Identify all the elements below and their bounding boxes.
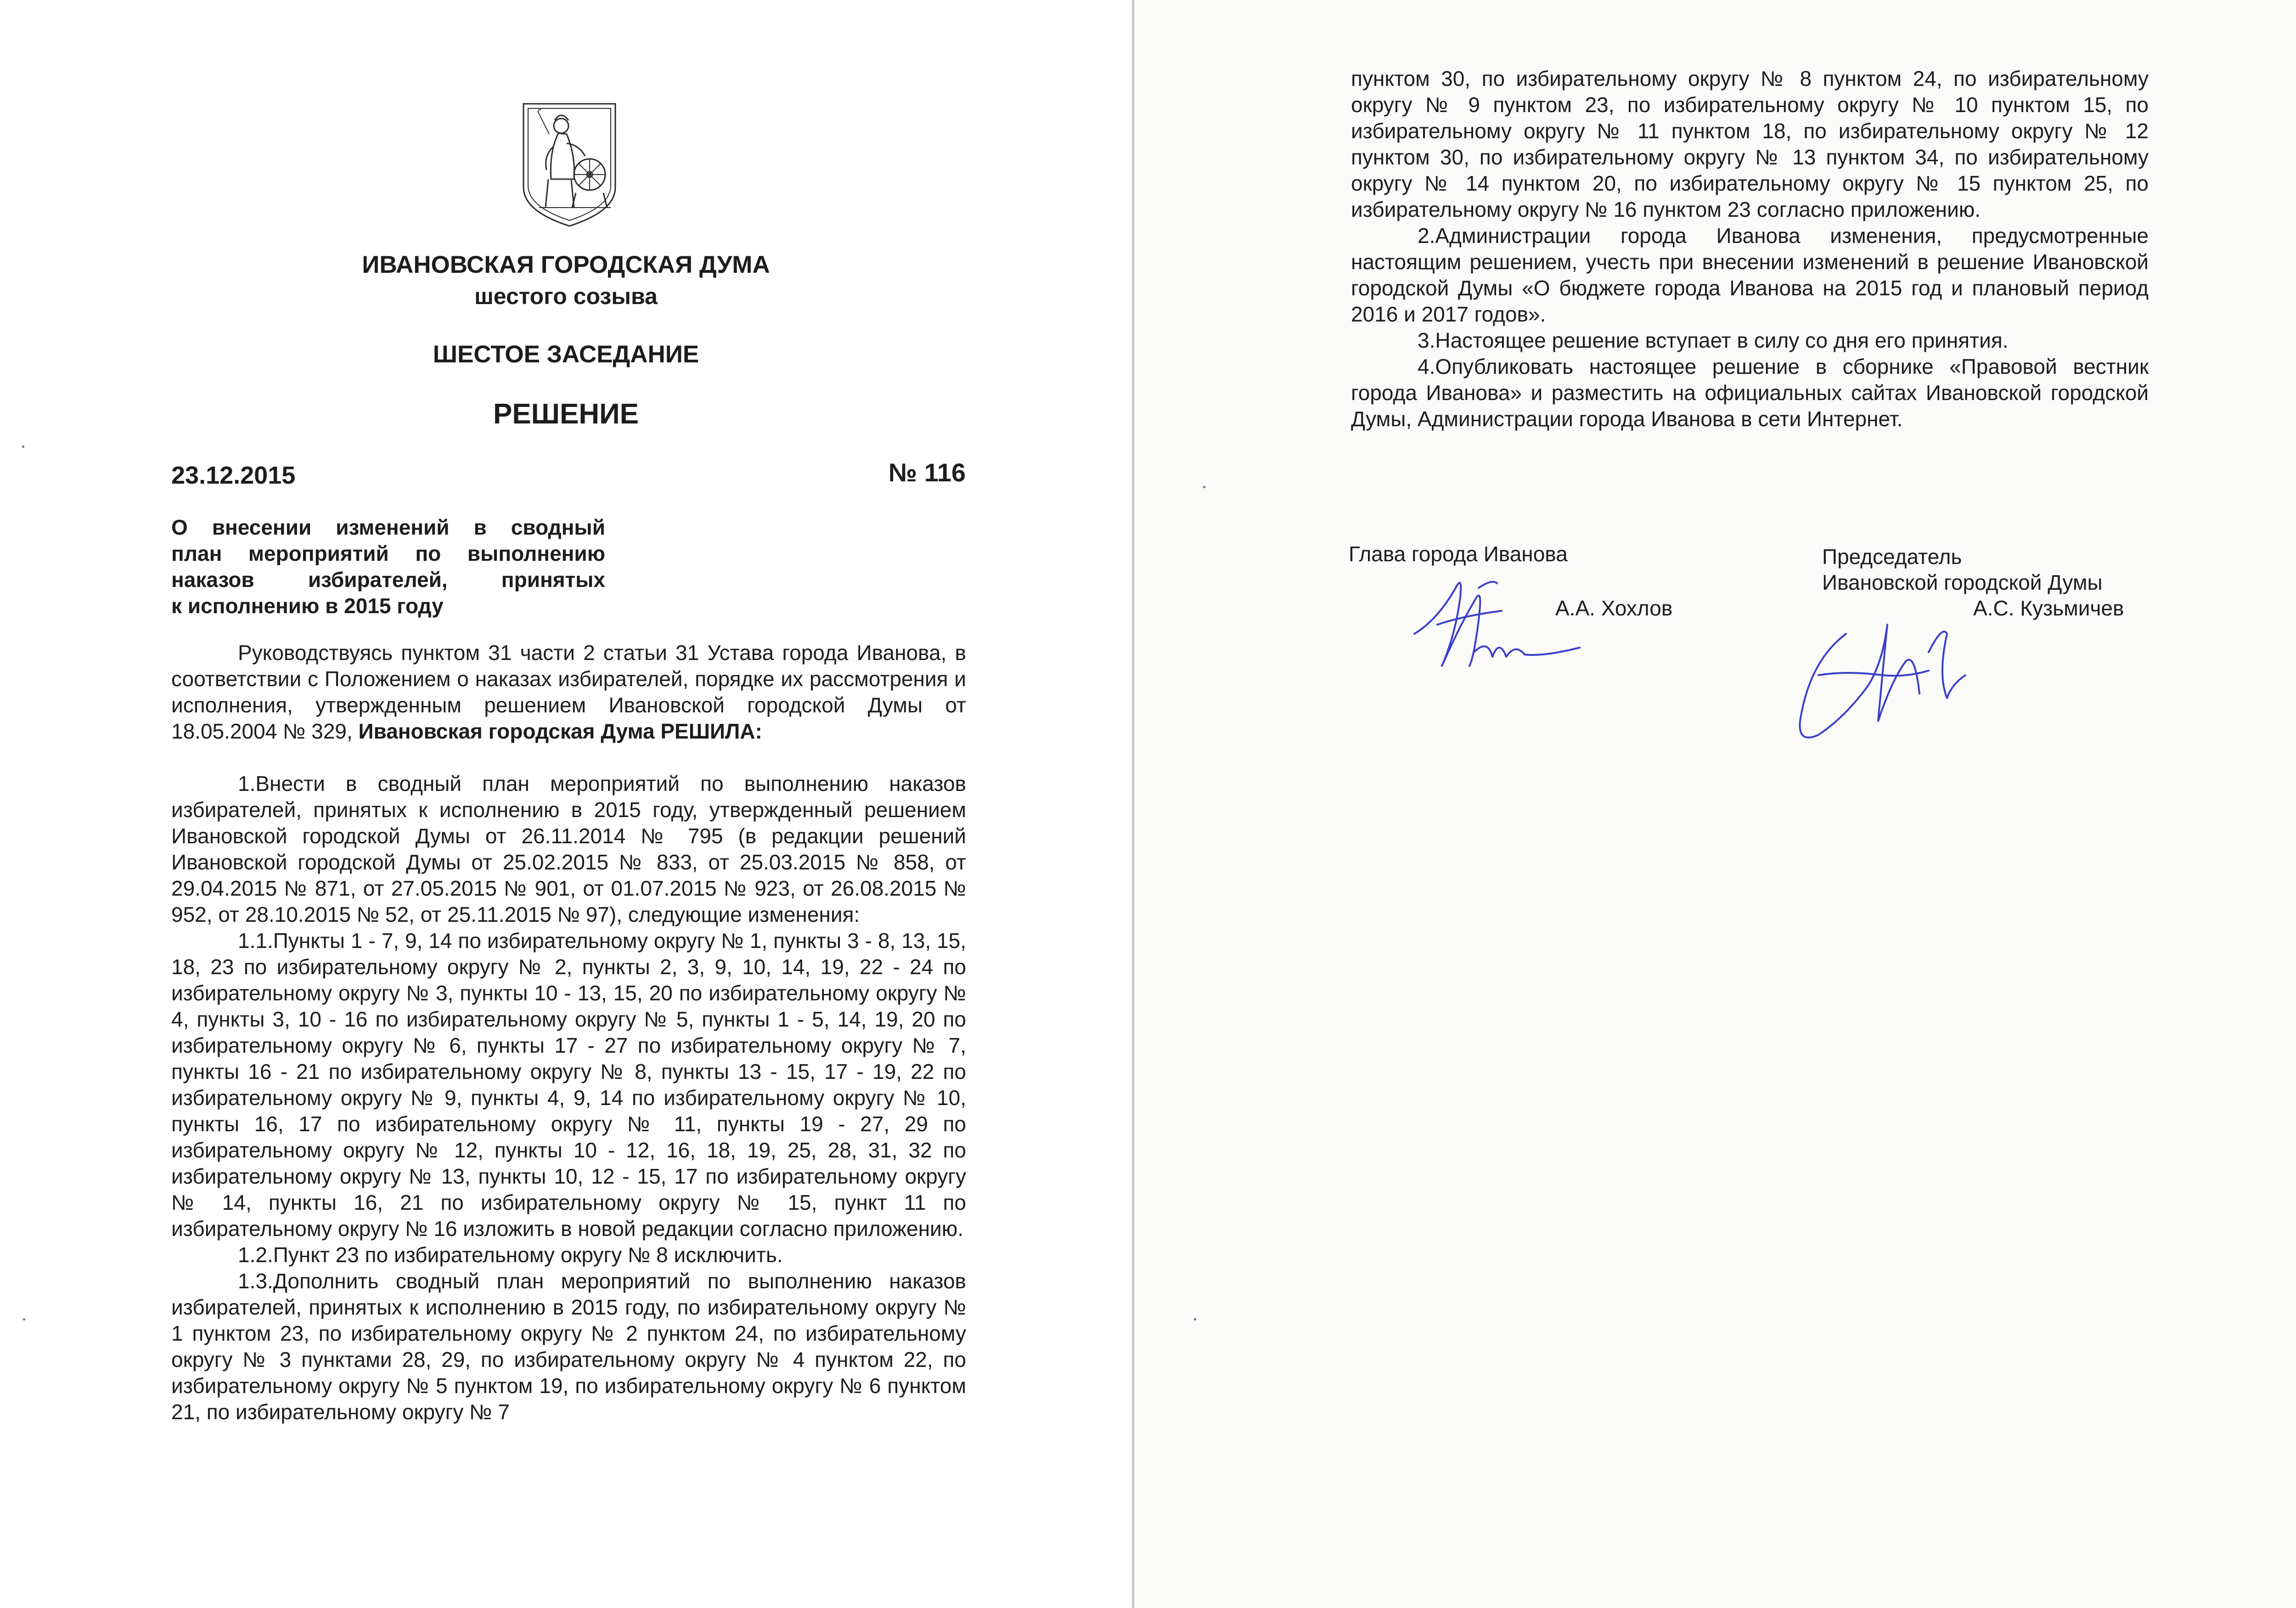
signer-right-title: Председатель [1822, 545, 1962, 569]
preamble-text: Руководствуясь пунктом 31 части 2 статьи 31 Устава города Иванова, в соответствии с Положением о наказах избирателей, порядке их рассмотрения и исполнения, утвержденным решением Ивановской городской Думы от 18.05.2004 № 329, [171, 641, 966, 743]
preamble-resolved: Ивановская городская Дума РЕШИЛА: [358, 719, 762, 743]
coat-of-arms-icon [521, 101, 618, 230]
signer-right-name: А.С. Кузьмичев [1973, 596, 2124, 620]
subject-block [171, 514, 605, 619]
page-left [0, 0, 1132, 1608]
item-1-3-start: 1.3.Дополнить сводный план мероприятий по выполнению наказов избирателей, принятых к исполнению в 2015 году, по избирательному округу № 1 пунктом 23, по избирательному округу № 2 пунктом 24, по избирательному округу № 3 пунктами 28, 29, по избирательному округу № 4 пунктом 22, по избирательному округу № 5 пунктом 19, по избирательному округу № 6 пунктом 21, по избирательному округу № 7 [171, 1269, 966, 1424]
item-3: 3.Настоящее решение вступает в силу со дня его принятия. [1418, 328, 2009, 352]
item-1-1: 1.1.Пункты 1 - 7, 9, 14 по избирательному округу № 1, пункты 3 - 8, 13, 15, 18, 23 по избирательному округу № 2, пункты 2, 3, 9, 10, 14, 19, 22 - 24 по избирательному округу № 3, пункты 10 - 13, 15, 20 по избирательному округу № 4, пункты 3, 10 - 16 по избирательному округу № 5, пункты 1 - 5, 14, 19, 20 по избирательному округу № 6, пункты 17 - 27 по избирательному округу № 7, пункты 16 - 21 по избирательному округу № 8, пункты 13 - 15, 17 - 19, 22 по избирательному округу № 9, пункты 4, 9, 14 по избирательному округу № 10, пункты 16, 17 по избирательному округу № 11, пункты 19 - 27, 29 по избирательному округу № 12, пункты 10 - 12, 16, 18, 19, 25, 28, 31, 32 по избирательному округу № 13, пункты 10, 12 - 15, 17 по избирательному округу № 14, пункты 16, 21 по избирательному округу № 15, пункт 11 по избирательному округу № 16 изложить в новой редакции согласно приложению. [171, 929, 966, 1241]
signer-left-title: Глава города Иванова [1349, 542, 1568, 566]
subject-line: к исполнению в 2015 году [171, 594, 444, 618]
item-1-2: 1.2.Пункт 23 по избирательному округу № 8 исключить. [238, 1243, 783, 1267]
preamble [171, 640, 966, 745]
body-left [171, 640, 966, 1425]
signature-right-icon [1791, 606, 1984, 753]
signer-left-name: А.А. Хохлов [1555, 596, 1673, 620]
subject-line: О внесении изменений в сводный [171, 515, 605, 539]
signer-right-org: Ивановской городской Думы [1822, 570, 2103, 594]
session-title: ШЕСТОЕ ЗАСЕДАНИЕ [433, 341, 699, 368]
item-1-3-end: пунктом 30, по избирательному округу № 8 пунктом 24, по избирательному округу № 9 пунктом 23, по избирательному округу № 10 пунктом 15, по избирательному округу № 11 пунктом 18, по избирательному округу № 12 пунктом 30, по избирательному округу № 13 пунктом 34, по избирательному округу № 14 пунктом 20, по избирательному округу № 15 пунктом 25, по избирательному округу № 16 пунктом 23 согласно приложению. [1351, 67, 2149, 221]
convocation: шестого созыва [474, 283, 658, 309]
subject-line: план мероприятий по выполнению [171, 542, 605, 565]
signature-left-icon [1405, 570, 1589, 680]
subject-line: наказов избирателей, принятых [171, 568, 605, 592]
body-right [1351, 66, 2149, 432]
document-type: РЕШЕНИЕ [493, 398, 639, 430]
item-4: 4.Опубликовать настоящее решение в сборнике «Правовой вестник города Иванова» и разместить на официальных сайтах Ивановской городской Думы, Администрации города Иванова в сети Интернет. [1351, 355, 2149, 431]
decision-number: № 116 [888, 458, 966, 487]
org-name: ИВАНОВСКАЯ ГОРОДСКАЯ ДУМА [362, 251, 770, 278]
item-2: 2.Администрации города Иванова изменения, предусмотренные настоящим решением, учесть при внесении изменений в решение Ивановской городской Думы «О бюджете города Иванова на 2015 год и плановый период 2016 и 2017 годов». [1351, 224, 2149, 326]
item-1: 1.Внести в сводный план мероприятий по выполнению наказов избирателей, принятых к исполнению в 2015 году, утвержденный решением Ивановской городской Думы от 26.11.2014 № 795 (в редакции решений Ивановской городской Думы от 25.02.2015 № 833, от 25.03.2015 № 858, от 29.04.2015 № 871, от 27.05.2015 № 901, от 01.07.2015 № 923, от 26.08.2015 № 952, от 28.10.2015 № 52, от 25.11.2015 № 97), следующие изменения: [171, 772, 966, 926]
decision-date: 23.12.2015 [171, 462, 296, 489]
